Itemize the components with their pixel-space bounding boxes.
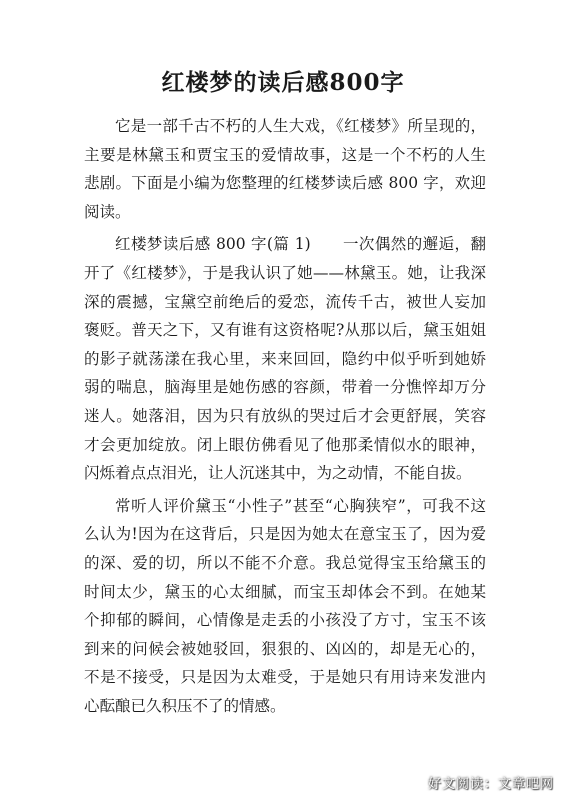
document-title: 红楼梦的读后感800字 <box>161 69 405 96</box>
paragraph-essay-2: 常听人评价黛玉“小性子”甚至“心胸狭窄”，可我不这么认为!因为在这背后，只是因为她太在意宝玉了，因为爱的深、爱的切，所以不能不介意。我总觉得宝玉给黛玉的时间太少，黛玉的心太细腻，而宝玉却体会不到。在她某个抑郁的瞬间，心情像是走丢的小孩没了方寸，宝玉不该到来的问候会被她驳回，狠狠的、凶凶的，却是无心的，不是不接受，只是因为太难受，于是她只有用诗来发泄内心酝酿已久积压不了的情感。 <box>84 496 486 715</box>
paragraph-essay-1: 红楼梦读后感 800 字(篇 1) 一次偶然的邂逅，翻开了《红楼梦》，于是我认识了她——林黛玉。她，让我深深的震撼，宝黛空前绝后的爱恋，流传千古，被世人妄加褒贬。普天之下，又有谁有这资格呢?从那以后，黛玉姐姐的影子就荡漾在我心里，来来回回，隐约中似乎听到她娇弱的喘息，脑海里是她伤感的容颜，带着一分憔悴却万分迷人。她落泪，因为只有放纵的哭过后才会更舒展，笑容才会更加绽放。闭上眼仿佛看见了他那柔情似水的眼神，闪烁着点点泪光，让人沉迷其中，为之动情，不能自拔。 <box>84 235 486 483</box>
watermark-text: 好文阅读：文章吧网 <box>427 777 554 792</box>
paragraph-intro: 它是一部千古不朽的人生大戏，《红楼梦》所呈现的，主要是林黛玉和贾宝玉的爱情故事，这是一个不朽的人生悲剧。下面是小编为您整理的红楼梦读后感 800 字，欢迎阅读。 <box>84 117 486 221</box>
document-body <box>84 112 486 724</box>
